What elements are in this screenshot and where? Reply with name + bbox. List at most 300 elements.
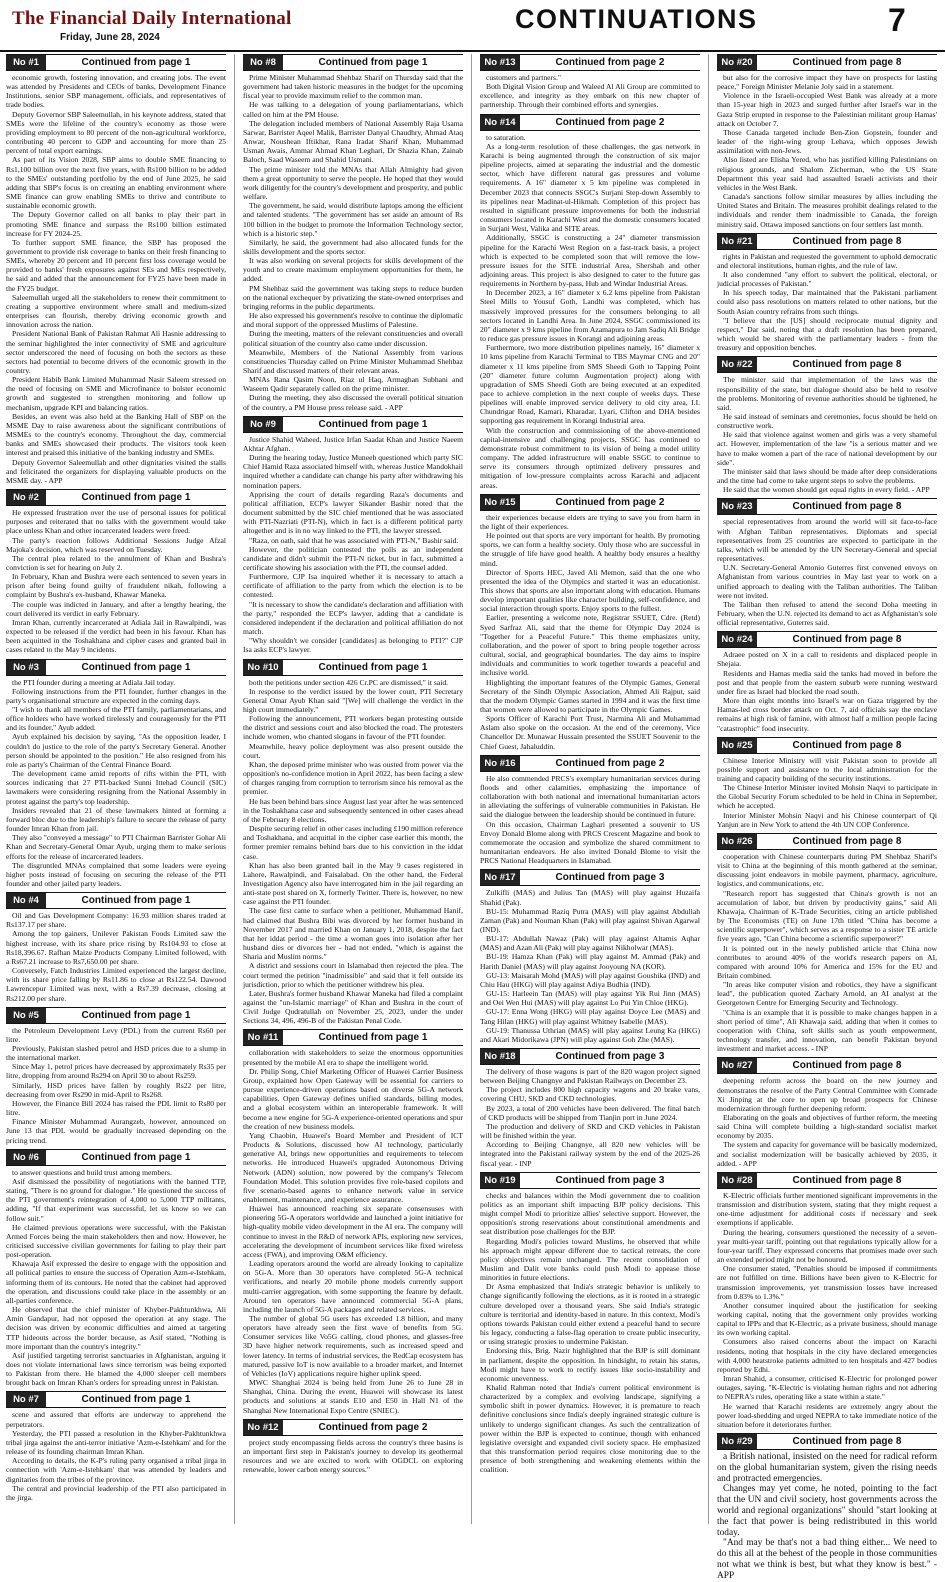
article-paragraph: They also "conveyed a message" to PTI Chairman Barrister Gohar Ali Khan and Secretary-General Omar Ayub, urging them to make serious efforts for the release of incarcerated leaders. bbox=[6, 833, 226, 861]
article-body bbox=[717, 1076, 937, 1168]
continuation-number-badge: No #23 bbox=[717, 499, 757, 514]
continuation-header bbox=[6, 1007, 226, 1024]
continued-from-label: Continued from page 1 bbox=[318, 661, 428, 673]
article-body bbox=[243, 73, 463, 412]
continuation-article bbox=[243, 1029, 463, 1414]
article-paragraph: Finance Minister Muhammad Aurangzeb, however, announced on June 13 that PDL would be gradually increased depending on the pricing trend. bbox=[6, 1117, 226, 1145]
article-paragraph: Dr. Philip Song, Chief Marketing Officer of Huawei Carrier Business Group, explained how Open Gateway will be essential for carriers to pursue experience-driven operations based on diverse 5G-A network capabilities. Open Gateway defines unified standards, billing modes, and a global ecosystem within an interoperable framework. It will become a new engine for 5G-A experience-oriented operations and spur the creation of new business models. bbox=[243, 1066, 463, 1131]
article-paragraph: In February, Khan and Bushra were each sentenced to seven years in prison after being found guilty of fraudulent nikah, following a complaint by Bushra's ex-husband, Khawar Maneka. bbox=[6, 572, 226, 600]
article-paragraph: Khawaja Asif expressed the desire to engage with the opposition and all political parties to ensure the success of Operation Azm-e-Istehkam, informing them of its contours. He noted that the cabinet had approved the operation, and discussions could take place in the assembly or an all-parties conference. bbox=[6, 1259, 226, 1305]
article-body bbox=[717, 517, 937, 627]
continuation-header bbox=[717, 498, 937, 515]
article-paragraph: Following the announcement, PTI workers began protesting outside the district and sessions court and also blocked the road. The protesters include women, who chanted slogans in favour of the PTI founder. bbox=[243, 714, 463, 742]
article-paragraph: In December 2023, a 16" diameter x 6.2 kms pipeline from Pakistan Steel Mills to Yousuf Goth, Landhi was completed, which has massively improved pressures for the consumers belonging to all sectors located in Landhi Area. In June 2024, SSGC commissioned its 20" diameter x 9 kms pipeline from Azamapura to Jam Sadiq Ali Bridge to reduce gas pressure issues in Korangi and adjoining areas. bbox=[480, 288, 700, 344]
article-paragraph: Interior Minister Mohsin Naqvi and his Chinese counterpart of Qi Yanjun are in New York to attend the 4th UN COP Conference. bbox=[717, 810, 937, 829]
article-paragraph: The delegation included members of National Assembly Raja Usama Sarwar, Barrister Aqeel Malik, Barrister Danyal Chaudhry, Ahmad Ataq Anwar, Noushean Iftikhar, Rana Iradat Sharif Khan, Muhammad Usman Awais, Ammar Ahmad Khan Leghari, Dr Shazia Khan, Zainab Baloch, Saad Waseem and Shahid Usmani. bbox=[243, 118, 463, 165]
article-paragraph: the PTI founder during a meeting at Adiala Jail today. bbox=[12, 677, 176, 687]
article-paragraph: Despite securing relief in other cases including £190 million reference and Toshakhana, and acquittal in the cipher case earlier this month, the former premier remains behind bars due to his conviction in the iddat case. bbox=[243, 824, 463, 861]
continued-from-label: Continued from page 8 bbox=[792, 359, 902, 371]
article-body bbox=[717, 1191, 937, 1429]
article-paragraph: special representatives from around the world will sit face-to-face with Afghan Taliban representatives. Diplomats and special representatives from 25 countries are expected to participate in the talks, which will be attended by the UN Secretary-General and special representatives. bbox=[717, 517, 937, 564]
article-paragraph: Leading operators around the world are already looking to capitalize on 5G-A. More than 30 operators have completed 5G-A technical verifications, and nearly 20 mobile phone models currently support multi-carrier aggregation, with some supporting the feature by default. Around ten operators have announced commercial 5G-A plans, including the launch of 5G-A packages and related services. bbox=[243, 1259, 463, 1314]
masthead bbox=[0, 0, 945, 52]
article-paragraph: "Why shouldn't we consider [candidates] as belonging to PTI?" CJP Isa asks ECP's lawyer. bbox=[243, 636, 463, 655]
article-paragraph: to answer questions and build trust among members. bbox=[12, 1167, 172, 1177]
article-paragraph: MWC Shanghai 2024 is being held from June 26 to June 28 in Shanghai, China. During the event, Huawei will showcase its latest products and solutions at stands E10 and E50 in Hall N1 of the Shanghai New International Expo Centre (SNIEC). bbox=[243, 1378, 463, 1415]
article-body bbox=[480, 1191, 700, 1475]
article-paragraph: Among the top gainers, Unilever Pakistan Foods Limited saw the highest increase, with its share price rising by Rs104.93 to close at Rs18,396.67. Rafhan Maize Products Company Limited followed, with a Rs67.21 increase to Rs7,650.00 per share. bbox=[6, 929, 226, 966]
article-paragraph: GU-15: Harleein Tan (MAS) will play against Yik Rui Jinn (MAS) and Oei Wen Hui (MAS) will play against Lo Pui Yin Chloe (HKG). bbox=[480, 989, 700, 1008]
article-paragraph: but also for the corrosive impact they have on prospects for lasting peace," Foreign Minister Melanie Joly said in a statement. bbox=[717, 73, 937, 92]
article-paragraph: "China is an example that it is possible to make changes happen in a short period of time", Ali Khawaja said, adding that when it comes to cooperation with China, soft skills such as youth empowerment, technology transfer, and innovation, can benefit Pakistan beyond investment and market access. - INP bbox=[717, 1007, 937, 1054]
article-paragraph: their experiences because elders are trying to save you from harm in the light of their experiences. bbox=[480, 512, 700, 531]
article-paragraph: President National Bank of Pakistan Rahmat Ali Hasnie addressing to the seminar highlighted the inter connectivity of SME and agriculture sector underscored the need of focusing on both the sectors as these sectors had potential to become drivers of the economic growth in the country. bbox=[6, 329, 226, 375]
article-paragraph: Imran Shahid, a consumer, criticised K-Electric for prolonged power outages, saying, "K-Electric is violating human rights and not adhering to NEPRA's rules, operating like a state within a state." bbox=[717, 1374, 937, 1402]
article-paragraph: Previously, Pakistan slashed petrol and HSD prices due to a slump in the international market. bbox=[6, 1044, 226, 1063]
continuation-article bbox=[717, 833, 937, 1053]
article-paragraph: PM Shehbaz said the government was taking steps to reduce burden on the national exchequer by privatizing the state-owned enterprises and bringing reforms in the public departments. bbox=[243, 283, 463, 311]
article-paragraph: According to details, the K-P's ruling party organised a tribal jirga in connection with 'Azm-e-Istehkam' that was attended by leaders and dignitaries from the tribes of the province. bbox=[6, 1456, 226, 1484]
article-paragraph: Prime Minister Muhammad Shehbaz Sharif on Thursday said that the government had taken historic measures in the budget for the upcoming fiscal year to provide maximum relief to the common man. bbox=[243, 73, 463, 101]
article-paragraph: In his speech today, Dar maintained that the Pakistani parliament could also pass resolutions on matters related to other nations, but the South Asian country refrains from such things. bbox=[717, 288, 937, 316]
continuation-number-badge: No #26 bbox=[717, 834, 757, 849]
continuation-header bbox=[6, 892, 226, 909]
continued-from-label: Continued from page 8 bbox=[792, 501, 902, 513]
continued-from-label: Continued from page 1 bbox=[81, 492, 191, 504]
article-paragraph: Similarly, he said, the government had also allocated funds for the skills development and the sports sector. bbox=[243, 237, 463, 256]
article-body bbox=[717, 73, 937, 229]
article-paragraph: With the construction and commissioning of the above-mentioned capital-intensive and challenging projects, SSGC has continued to demonstrate robust commitment to its vision of being a model utility company. The added infrastructure will enable SSGC to continue to serve its consumers through optimized delivery pressures and mitigation of low-pressure complaints across Karachi and adjacent areas. bbox=[480, 425, 700, 490]
continued-from-label: Continued from page 1 bbox=[318, 57, 428, 68]
article-paragraph: However, the politician contested the polls as an independent candidate and didn't submit the PTI-N ticket, but in fact, submitted a certificate showing his association with the PTI, the counsel added. bbox=[243, 544, 463, 572]
continuation-header bbox=[717, 1433, 937, 1450]
article-paragraph: "Raza, on oath, said that he was associated with PTI-N," Bashir said. bbox=[249, 535, 459, 545]
article-paragraph: Asif dismissed the possibility of negotiations with the banned TTP, stating, "There is no ground for dialogue." He questioned the success of the PTI government's reintegration of 4,000 to 5,000 TTP militants, adding, "If that experiment was successful, let us know so we can follow suit." bbox=[6, 1176, 226, 1223]
article-paragraph: The number of global 5G users has exceeded 1.8 billion, and many operators have already seen the first wave of benefits from 5G. Consumer services like Vo5G calling, cloud phones, and glasses-free 3D have higher network requirements, such as increased speed and lower latency. In terms of industrial services, the RedCap ecosystem has matured, passive IoT is now available to a broader market, and Internet of Vehicles (IoV) applications require higher uplink speed. bbox=[243, 1314, 463, 1378]
continued-from-label: Continued from page 3 bbox=[555, 872, 665, 884]
continuation-header bbox=[6, 1149, 226, 1166]
article-paragraph: During the hearing today, Justice Muneeb questioned which party SIC Chief Hamid Raza associated himself with, whereas Justice Mandokhail inquired whether a candidate can change his party after withdrawing his nomination papers. bbox=[243, 453, 463, 490]
column-2 bbox=[243, 54, 463, 1524]
article-paragraph: BU-19: Hamza Khan (Pak) will play against M. Ammad (Pak) and Harith Daniel (MAS) will play against Jooyoung NA (KOR). bbox=[480, 952, 700, 971]
article-paragraph: collaboration with stakeholders to seize the enormous opportunities presented by the mobile AI era to shape the intelligent world. bbox=[243, 1048, 463, 1067]
column-4 bbox=[717, 54, 938, 1581]
article-body bbox=[717, 252, 937, 353]
continuation-article bbox=[6, 892, 226, 1003]
continued-from-label: Continued from page 1 bbox=[81, 895, 191, 907]
article-paragraph: The government, he said, would distribute laptops among the efficient and talented students. "The government has set aside an amount of Rs 100 billion in the budget to promote the Information Technology sector, which is a historic step." bbox=[243, 201, 463, 238]
continuation-article bbox=[717, 233, 937, 353]
continuation-article bbox=[243, 1419, 463, 1475]
article-paragraph: Khan has also been granted bail in the May 9 cases registered in Lahore, Rawalpindi, and Faisalabad. On the other hand, the Federal Investigation Agency also have interrogated him in the jail regarding an anti-state post shared on X, formerly Twitter. There is, however, no new case against the PTI founder. bbox=[243, 860, 463, 907]
article-body bbox=[6, 911, 226, 1003]
article-paragraph: The system and capacity for governance will be basically modernized, and socialist modernization will be basically achieved by 2035, it added. - APP bbox=[717, 1140, 937, 1168]
continuation-header bbox=[717, 631, 937, 648]
article-paragraph: GU-13: Maisarah Mohd (MAS) will play against Goushika (IND) and Chiu Hau (HKG) will play against Adiya Budhia (IND). bbox=[480, 970, 700, 989]
article-paragraph: "Research report has suggested that China's growth is not an accumulation of labor, but driven by productivity gains," said Ali Khawaja, Chairman of K-Trade Securities, citing an article published by The Economists (TE) on June 17th titled "China has become a scientific superpower", which serves as a response to a sister TE article five years ago, "Can China become a scientific superpower?" bbox=[717, 888, 937, 944]
article-paragraph: GU-17: Enna Wong (HKG) will play against Doyce Lee (MAS) and Tang Hilan (HKG) will play against Whitney Isabelle (MAS). bbox=[480, 1007, 700, 1026]
article-paragraph: It was also working on several projects for skills development of the youth and to create maximum employment opportunities for them, he added. bbox=[243, 256, 463, 284]
article-paragraph: The production and delivery of SKD and CKD vehicles in Pakistan will be finished within the year. bbox=[480, 1121, 700, 1141]
continuation-article bbox=[6, 54, 226, 485]
article-paragraph: BU-17: Abdullah Nawaz (Pak) will play against Altamis Aqhar (MAS) and Azan Ali (Pak) will play against Nikholwar (MAS). bbox=[480, 934, 700, 953]
continuation-article bbox=[717, 737, 937, 829]
continuation-header bbox=[6, 489, 226, 506]
article-paragraph: deepening reform across the board on the new journey and demonstrates the resolve of the Party Central Committee with Comrade Xi Jinping at the core to open up broad prospects for Chinese modernization through further deepening reform. bbox=[717, 1076, 937, 1113]
continuation-number-badge: No #14 bbox=[480, 115, 520, 130]
article-paragraph: As a long-term resolution of these challenges, the gas network in Karachi is being augmented through the construction of six major pipeline projects, aimed at separating the industrial and the domestic sector, which have different natural gas pressures and volume requirements. A 16" diameter x 5 km pipeline was completed in December 2023 that connects SSGC's Surjani Step-down Assembly to its pipelines near Madinat-ul-Hikmah. Completion of this project has resulted in significant pressure improvements for both the industrial consumers located in Karachi West and the domestic consumers located in Surjani West, Valika and SITE areas. bbox=[480, 141, 700, 234]
continuation-header bbox=[480, 54, 700, 71]
continued-from-label: Continued from page 2 bbox=[555, 757, 665, 769]
continuation-header bbox=[243, 1029, 463, 1046]
continuation-number-badge: No #17 bbox=[480, 870, 520, 885]
article-body bbox=[717, 1452, 937, 1582]
article-paragraph: Dr Asma emphasized that India's strategic behavior is unlikely to change significantly following the elections, as it is rooted in a strategic culture developed over a thousand years. She said India's strategic culture is territorial and identity-based in nature. In this context, Modi's options towards Pakistan could either extend a peaceful hand to secure his legacy, conducting a false-flag operation to create public insecurity, or using strategic proxies to undermine Pakistan. bbox=[480, 1282, 700, 1347]
article-paragraph: Deputy Governor SBP Saleemullah, in his keynote address, stated that SMEs were the lifeline of the country's economy as those were providing employment to 80 percent of the non-agricultural workforce, contributing 40 percent to GDP and accounting for more than 25 percent of total export earnings. bbox=[6, 109, 226, 156]
article-paragraph: Besides, an event was also held at the Banking Hall of SBP on the MSME Day to raise awareness about the significant contributions of MSMEs to the country's economy. Throughout the day, commercial banks and SMEs showcased their products. The visitors took keen interest and praised this initiative of the banking industry and SMEs. bbox=[6, 411, 226, 458]
article-body bbox=[717, 375, 937, 494]
article-paragraph: Consumers also raised concerns about the impact on Karachi residents, noting that hospitals in the city have declared emergencies with 4,000 heatstroke patients admitted to ten hospitals and 427 bodies reported by Edhi. bbox=[717, 1337, 937, 1374]
continuation-header bbox=[717, 233, 937, 250]
continuation-header bbox=[480, 1172, 700, 1189]
continued-from-label: Continued from page 2 bbox=[555, 57, 665, 68]
article-paragraph: By 2023, a total of 200 vehicles have been delivered. The final batch of CKD products will be shipped from Tianjin port in June 2024. bbox=[480, 1103, 700, 1122]
article-paragraph: Elaborating on the goals and objectives of further reform, the meeting said China will complete building a high-standard socialist market economy by 2035. bbox=[717, 1113, 937, 1141]
continuation-article bbox=[6, 659, 226, 889]
article-paragraph: Meanwhile, Members of the National Assembly from various constituencies Thursday called on Prime Minister Muhammad Shehbaz Sharif and discussed matters of their relevant areas. bbox=[243, 347, 463, 375]
continued-from-label: Continued from page 3 bbox=[555, 1051, 665, 1062]
continued-from-label: Continued from page 8 bbox=[792, 634, 902, 646]
continued-from-label: Continued from page 8 bbox=[792, 739, 902, 751]
article-paragraph: However, the Finance Bill 2024 has raised the PDL limit to Rs80 per litre. bbox=[6, 1098, 226, 1118]
article-paragraph: Director of Sports HEC, Javed Ali Memon, said that the one who presented the idea of the Olympics and started it was an educationist. This shows that sports are also important along with education. Humans develop important qualities like character building, self-confidence, and social interaction through sports. Enjoy sports to the fullest. bbox=[480, 567, 700, 614]
continuation-number-badge: No #24 bbox=[717, 632, 757, 647]
article-paragraph: Additionally, SSGC is constructing a 24" diameter transmission pipeline for the Karachi West Region on a fast-track basis, a project which is expected to be completed soon that will remove the low-pressure issues for the SITE industrial Area, Shershah and other adjoining areas. This project is also designed to cater to the future gas requirements in Northern by-pass, Hub and Windar Industrial Areas. bbox=[480, 233, 700, 289]
continuation-header bbox=[717, 54, 937, 71]
continuation-number-badge: No #15 bbox=[480, 495, 520, 510]
article-paragraph: The central plea related to the annulment of Khan and Bushra's conviction is set for hearing on July 2. bbox=[6, 553, 226, 572]
continuation-article bbox=[480, 54, 700, 110]
article-paragraph: "In areas like computer vision and robotics, they have a significant lead", the publication quoted Zachary Arnold, an AI analyst at the Georgetown Centre for Emerging Security and Technology. bbox=[717, 980, 937, 1008]
continued-from-label: Continued from page 1 bbox=[318, 1032, 428, 1044]
continued-from-label: Continued from page 8 bbox=[792, 235, 902, 247]
continuation-header bbox=[480, 494, 700, 511]
article-paragraph: He also commended PRCS's exemplary humanitarian services during floods and other calamities, emphasizing the importance of collaboration with both national and international humanitarian actors in alleviating the sufferings of vulnerable communities in Pakistan. He said the dialogue between the leadership should be continued in future. bbox=[480, 773, 700, 820]
article-paragraph: The Chinese Interior Minister invited Mohsin Naqvi to participate in the Global Security Forum scheduled to be held in China in September, which he accepted. bbox=[717, 783, 937, 811]
continuation-number-badge: No #7 bbox=[6, 1392, 46, 1407]
continuation-number-badge: No #3 bbox=[6, 660, 46, 675]
article-paragraph: Also listed are Elisha Yered, who has justified killing Palestinians on religious grounds, and Shalom Zicherman, who the US State Department this year said had assaulted Israeli activists and their vehicles in the West Bank. bbox=[717, 155, 937, 192]
continuation-number-badge: No #11 bbox=[243, 1030, 283, 1045]
article-body bbox=[6, 73, 226, 485]
continuation-article bbox=[6, 1391, 226, 1502]
article-paragraph: The case first came to surface when a petitioner, Muhammad Hanif, had claimed that Bushra Bibi was divorced by her former husband in November 2017 and married Khan on January 1, 2018, despite the fact that her iddat period - the time a woman goes into isolation after her husband dies or divorces her - had not ended, "which is against the Sharia and Muslim norms." bbox=[243, 906, 463, 962]
article-paragraph: He observed that the chief minister of Khyber-Pakhtunkhwa, Ali Amin Gandapur, had not opposed the operation at any stage. The decision was driven by economic difficulties and aimed at targeting TTP hideouts across the border because, as Asif stated, "Nothing is more important than the country's integrity." bbox=[6, 1305, 226, 1351]
article-paragraph: Violence in the Israeli-occupied West Bank was already at a more than 15-year high in 2023 and surged further after Israel's war in the Gaza Strip erupted in response to the Palestinian militant group Hamas' attack on October 7. bbox=[717, 91, 937, 128]
continuation-header bbox=[480, 114, 700, 131]
article-paragraph: Sports Officer of Karachi Port Trust, Narmina Ali and Muhammad Aslam also spoke on the occasion. At the end of the ceremony, Vice Chancellor Dr. Munawar Hussain presented the SSUET Souvenir to the Chief Guest, Jahaluddin. bbox=[480, 714, 700, 751]
continuation-number-badge: No #4 bbox=[6, 893, 46, 908]
article-paragraph: economic growth, fostering innovation, and creating jobs. The event was attended by Presidents and CEOs of banks, Development Finance Institutions, senior SBP management, officials, and representatives of trade bodies. bbox=[6, 73, 226, 110]
article-paragraph: to saturation. bbox=[486, 132, 526, 142]
article-paragraph: K-Electric officials further mentioned significant improvements in the transmission and distribution system, stating that they might request a one-time adjustment for additional costs if necessary and seek exemptions if applicable. bbox=[717, 1190, 937, 1228]
article-paragraph: To further support SME finance, the SBP has proposed the government to provide risk coverage to banks on their fresh financing to SMEs, whereby 20 percent and 10 percent first loss coverage would be provided to banks' fresh exposures against SEs and MEs respectively, he said and added that the announcement for FY25 have been made in the FY25 budget. bbox=[6, 237, 226, 293]
continued-from-label: Continued from page 1 bbox=[81, 1151, 191, 1163]
continuation-article bbox=[480, 755, 700, 866]
article-paragraph: The central and provincial leadership of the PTI also participated in the jirga. bbox=[6, 1483, 226, 1502]
continuation-article bbox=[717, 54, 937, 229]
continuation-number-badge: No #18 bbox=[480, 1049, 520, 1064]
continued-from-label: Continued from page 8 bbox=[792, 57, 902, 68]
continuation-header bbox=[6, 1391, 226, 1408]
article-body bbox=[717, 756, 937, 829]
article-paragraph: During the hearing, consumers questioned the necessity of a seven-year multi-year tariff, pointing out that regulations typically allow for a four-year tariff. They expressed concerns that promises made over such an extended period might not be honoured. bbox=[717, 1227, 937, 1265]
article-paragraph: project study encompassing fields across the country's three basins is an important first step in Pakistan's journey to develop its geothermal resources and we are excited to work with OGDCL on exploring renewable, lower carbon energy sources." bbox=[243, 1437, 463, 1475]
article-paragraph: The prime minister told the MNAs that Allah Almighty had given them a great opportunity to serve the people. He hoped that they would work diligently for the country's development and prosperity, and public welfare. bbox=[243, 164, 463, 202]
continuation-number-badge: No #10 bbox=[243, 660, 283, 675]
article-paragraph: According to Beijing Changnye, all 820 new vehicles will be integrated into the Pakistani railway system by the end of the 2025-26 fiscal year. - INP bbox=[480, 1140, 700, 1168]
continuation-number-badge: No #28 bbox=[717, 1173, 757, 1188]
article-paragraph: On this occasion, Chairman Laghari presented a souvenir to US Envoy Donald Blome along with PRCS Crescent Magazine and book to commemorate the occasion and symbolize the shared commitment to humanitarian endeavors. He also invited Donald Blome to visit the PRCS National Headquarters in Islamabad. bbox=[480, 819, 700, 866]
continuation-article bbox=[717, 356, 937, 494]
continuation-header bbox=[243, 659, 463, 676]
article-paragraph: Following instructions from the PTI founder, further changes in the party's organisational structure are expected in the coming days. bbox=[6, 686, 226, 705]
continuation-number-badge: No #29 bbox=[717, 1434, 757, 1449]
article-body bbox=[717, 852, 937, 1053]
article-paragraph: Canada's sanctions follow similar measures by allies including the United States and Britain. The measures prohibit dealings related to the individuals and render them inadmissible to Canada, the foreign ministry said. Ottawa imposed sanctions on four settlers last month. bbox=[717, 192, 937, 229]
article-paragraph: Yesterday, the PTI passed a resolution in the Khyber-Pakhtunkhwa tribal jirga against the anti-terror initiative 'Azm-e-Istehkam' and for the release of its founding chairman Imran Khan. bbox=[6, 1428, 226, 1457]
continuation-article bbox=[480, 869, 700, 1044]
continuation-article bbox=[480, 494, 700, 751]
article-paragraph: The disgruntled MNAs complained that some leaders were eyeing higher posts instead of focusing on securing the release of the PTI founder and other jailed party leaders. bbox=[6, 860, 226, 888]
continued-from-label: Continued from page 3 bbox=[555, 1174, 665, 1186]
article-paragraph: Since May 1, petrol prices have decreased by approximately Rs35 per litre, dropping from around Rs294 on April 30 to about Rs259. bbox=[6, 1062, 226, 1081]
article-paragraph: Highlighting the important features of the Olympic Games, General Secretary of the Sindh Olympic Association, Ahmed Ali Rajput, said that the modern Olympic Games started in 1994 and it was the first time that women were allowed to participate in the Olympic Games. bbox=[480, 677, 700, 714]
continuation-number-badge: No #13 bbox=[480, 55, 520, 70]
article-paragraph: He said that violence against women and girls was a very shameful act. However, implementation of the law "is a serious matter and we have to make women a part of the race of national development by our side". bbox=[717, 430, 937, 467]
article-paragraph: Residents and Hamas media said the tanks had moved in before the post and that people from the eastern suburb were running westward under fire as Israel had blocked the road south. bbox=[717, 668, 937, 696]
article-body bbox=[480, 73, 700, 110]
article-body bbox=[6, 508, 226, 655]
article-paragraph: U.N. Secretary-General Antonio Guterres first convened envoys on Afghanistan from various countries in May last year to work on a unified approach to dealing with the Taliban authorities. The Taliban were not invited. bbox=[717, 563, 937, 600]
article-paragraph: Chinese Interior Ministry will visit Pakistan soon to provide all possible support and assistance to the local administration for the training and capacity building of the security institutions. bbox=[717, 755, 937, 783]
article-paragraph: Imran Khan, currently incarcerated at Adiala Jail in Rawalpindi, was expected to be released if the verdict had been in his favour. Khan has been acquitted in the Toshakhana and cipher cases and granted bail in cases related to the May 9 incidents. bbox=[6, 617, 226, 655]
article-paragraph: both the petitions under section 426 Cr.PC are dismissed," it said. bbox=[249, 677, 449, 687]
continuation-header bbox=[480, 1048, 700, 1065]
article-body bbox=[480, 888, 700, 1044]
article-paragraph: President Habib Bank Limited Muhammad Nasir Saleem stressed on the need of focusing on SME and Microfinance to bolster economic growth and suggested to strengthen monitoring and follow up mechanism, upgrade KPI and balancing ratios. bbox=[6, 375, 226, 412]
section-title: CONTINUATIONS bbox=[515, 4, 758, 34]
article-paragraph: He also expressed his government's resolve to continue the diplomatic and moral support of the oppressed Muslims of Palestine. bbox=[243, 311, 463, 330]
continuation-header bbox=[717, 356, 937, 373]
continuation-number-badge: No #6 bbox=[6, 1150, 46, 1165]
continuation-article bbox=[717, 498, 937, 627]
page-number: 7 bbox=[888, 2, 906, 38]
article-paragraph: Later, Bushra's former husband Khawar Maneka had filed a complaint against the "un-Islamic marriage" of Khan and Bushra in the court of Civil Judge Qudratullah on November 25, 2023, under the under Sections 34, 496, 496-B of the Pakistan Penal Code. bbox=[243, 988, 463, 1026]
article-paragraph: Earlier, presenting a welcome note, Registrar SSUET, Cdre. (Retd) Syed Sarfraz Ali, said that the theme for Olympic Day 2024 is "Together for a Peaceful Future." This theme emphasizes unity, collaboration, and the power of sport to bring people together across cultural, social, and geographical boundaries. The day aims to inspire individuals and communities to work together towards a peaceful and inclusive world. bbox=[480, 613, 700, 678]
continuation-header bbox=[243, 54, 463, 71]
column-3 bbox=[480, 54, 700, 1524]
article-paragraph: rights in Pakistan and requested the government to uphold democratic and electoral institutions, human rights, and the rule of law. bbox=[717, 251, 937, 270]
article-columns bbox=[6, 54, 939, 1581]
article-paragraph: One consumer stated, "Penalties should be imposed if commitments are not fulfilled on time. Billions have been given to K-Electric for transmission improvements, yet transmission losses have increased from 0.83% to 1.3%." bbox=[717, 1264, 937, 1301]
article-paragraph: Endorsing this, Brig. Nazir highlighted that the BJP is still dominant in parliament, despite the opposition. In hindsight, to retain his status, Modi might have to work to rectify issues like socio-instability and economic unevenness. bbox=[480, 1346, 700, 1383]
column-rule bbox=[234, 54, 235, 1524]
article-paragraph: Saleemullah urged all the stakeholders to renew their commitment to creating a supportive environment where small and medium-sized enterprises can flourish, thereby driving economic growth and innovation across the nation. bbox=[6, 292, 226, 330]
continuation-number-badge: No #21 bbox=[717, 234, 757, 249]
article-paragraph: He claimed previous operations were successful, with the Pakistan Armed Forces being the main stakeholders then and now. However, he criticised successive civilian governments for failing to play their part post-operation. bbox=[6, 1222, 226, 1260]
article-paragraph: "I believe that the [US] should reciprocate mutual dignity and respect," Dar said, noting that a draft resolution has been prepared, which would be shared with the parliamentary leaders - from the treasury and opposition benches. bbox=[717, 315, 937, 353]
article-paragraph: Conversely, Fatch Industries Limited experienced the largest decline, with its share price falling by Rs11.86 to close at Rs122.54. Dawood Lawrencepur Limited was next, with a Rs7.39 decrease, closing at Rs212.00 per share. bbox=[6, 966, 226, 1003]
article-paragraph: scene and assured that efforts are underway to apprehend the perpetrators. bbox=[6, 1410, 226, 1429]
article-paragraph: In response to the verdict issued by the lower court, PTI Secretary General Omar Ayub Khan said "[We] will challenge the verdict in the high court immediately." bbox=[243, 686, 463, 714]
continuation-article bbox=[6, 1149, 226, 1388]
continuation-article bbox=[6, 489, 226, 655]
article-body bbox=[243, 678, 463, 1026]
continuation-header bbox=[6, 659, 226, 676]
article-body bbox=[480, 1067, 700, 1168]
article-paragraph: Apprising the court of details regarding Raza's documents and political affiliation, ECP's lawyer Sikander Bashir noted that the document submitted by the SIC chief mentioned that he was associated with PTI-Nazriati (PTI-N), which in fact is a different political party altogether and is in no way linked to the PTI, the lawyer stressed. bbox=[243, 489, 463, 536]
article-body bbox=[6, 1026, 226, 1145]
article-paragraph: Deputy Governor Saleemullah and other dignitaries visited the stalls and felicitated the organizers for displaying valuable products on the MSME day. - APP bbox=[6, 457, 226, 485]
continuation-header bbox=[6, 54, 226, 71]
continued-from-label: Continued from page 1 bbox=[81, 1394, 191, 1406]
article-body bbox=[243, 435, 463, 655]
article-body bbox=[6, 678, 226, 889]
continuation-header bbox=[480, 869, 700, 886]
article-paragraph: a British national, insisted on the need for radical reform on the global humanitarian system, given the rising needs and protracted emergencies. bbox=[717, 1452, 937, 1484]
continued-from-label: Continued from page 2 bbox=[555, 116, 665, 128]
continuation-article bbox=[717, 1433, 937, 1582]
article-body bbox=[717, 650, 937, 732]
article-paragraph: "It is necessary to show the candidate's declaration and affiliation with the party," responded the ECP's lawyer, adding that a candidate is considered independent if the declaration and political affiliation do not match. bbox=[243, 599, 463, 637]
continuation-number-badge: No #25 bbox=[717, 738, 757, 753]
article-paragraph: Changes may yet come, he noted, pointing to the fact that the UN and civil society, host governments across the world and regional organizations" should "start looking at the fact that power is being redistributed in this world today. bbox=[717, 1484, 937, 1538]
article-body bbox=[243, 1048, 463, 1414]
article-paragraph: Regarding Modi's policies toward Muslims, he observed that while his approach might appear different due to tactical retreats, the core policy objectives remain unchanged. The recent consolidation of Muslim and Dalit vote banks could push Modi to appease those minorities in future elections. bbox=[480, 1236, 700, 1283]
article-paragraph: The project includes 800 high capacity wagons and 20 brake vans, covering CHU, SKD and CKD technologies. bbox=[480, 1085, 700, 1104]
continuation-number-badge: No #27 bbox=[717, 1058, 757, 1073]
article-paragraph: The minister said that implementation of the laws was the responsibility of the state, but dialogue should also be held to resolve the problems. Monitoring of revenue authorities should be tightened, he said. bbox=[717, 375, 937, 412]
article-paragraph: He expressed frustration over the use of personal issues for political purposes and reiterated that no talks with the government would take place unless Khan and other incarcerated leaders were freed. bbox=[6, 508, 226, 536]
article-paragraph: Similarly, HSD prices have fallen by roughly Rs22 per litre, decreasing from over Rs290 in mid-April to Rs268. bbox=[6, 1080, 226, 1099]
article-paragraph: He said that the women should get equal rights in every field. - APP bbox=[723, 485, 930, 495]
article-paragraph: A district and sessions court in Islamabad then rejected the plea. The court termed the petition "inadmissible" and said that it fell outside its jurisdiction, prior to which the petitioner withdrew his plea. bbox=[243, 961, 463, 989]
article-paragraph: During the meeting, matters of the relevant constituencies and overall political situation of the country also came under discussion. bbox=[243, 329, 463, 348]
continuation-number-badge: No #2 bbox=[6, 490, 46, 505]
issue-date: Friday, June 28, 2024 bbox=[60, 32, 160, 43]
article-body bbox=[480, 774, 700, 866]
article-paragraph: The Taliban then refused to attend the second Doha meeting in February, when the U.N. rejected its demand to act as Afghanistan's sole official representative, Guterres said. bbox=[717, 599, 937, 628]
article-paragraph: He was talking to a delegation of young parliamentarians, which called on him at the PM House. bbox=[243, 100, 463, 119]
article-paragraph: The couple was indicted in January, and after a lengthy hearing, the court delivered its verdict in early February. bbox=[6, 599, 226, 618]
article-paragraph: cooperation with Chinese counterparts during PM Shehbaz Sharif's visit to China at the beginning of this month gathered at the seminar, discussing joint endeavors in mobile payment, pharmacy, agriculture, logistics, and communications, etc. bbox=[717, 851, 937, 889]
article-paragraph: Both Digital Vision Group and Waleed Al Ali Group are committed to excellence, and integrity as they embark on this new chapter of partnership. Through their combined efforts and synergies. bbox=[480, 82, 700, 110]
continuation-header bbox=[717, 1172, 937, 1189]
continuation-header bbox=[243, 1419, 463, 1436]
continuation-number-badge: No #5 bbox=[6, 1008, 46, 1023]
article-paragraph: Zulkifli (MAS) and Julius Tan (MAS) will play against Huzaifa Shahid (Pak). bbox=[480, 888, 700, 907]
continued-from-label: Continued from page 1 bbox=[81, 57, 191, 68]
article-paragraph: It is pointed out in the newly published article that China now contributes to around 40% of the world's research papers on AI, compared with around 10% for America and 15% for the EU and Britain combined. bbox=[717, 943, 937, 980]
article-paragraph: The Deputy Governor called on all banks to play their part in promoting SME finance and surpass the Rs100 billion estimated increase for FY 2024-25. bbox=[6, 210, 226, 238]
article-paragraph: Justice Shahid Waheed, Justice Irfan Saadat Khan and Justice Naeem Akhtar Afghan. bbox=[243, 434, 463, 453]
article-paragraph: Insiders revealed that 21 of these lawmakers hinted at forming a forward bloc due to the leadership's failure to secure the release of party founder Imran Khan from jail. bbox=[6, 805, 226, 834]
continuation-number-badge: No #22 bbox=[717, 357, 757, 372]
article-paragraph: checks and balances within the Modi government due to coalition politics as an important shift impacting BJP policy decisions. This might compel Modi to prioritize allies' selective support. However, the opposition's strong reservations about constitutional amendments and seat distribution pose challenges for the BJP. bbox=[480, 1190, 700, 1237]
continuation-article bbox=[717, 631, 937, 732]
article-paragraph: Another consumer inquired about the justification for seeking working capital, noting that the government only provides working capital to IPPs and that K-Electric, as a private business, should manage its own working capital. bbox=[717, 1300, 937, 1338]
article-paragraph: It also condemned "any effort to subvert the political, electoral, or judicial processes of Pakistan." bbox=[717, 269, 937, 289]
article-body bbox=[480, 513, 700, 751]
article-paragraph: Khalid Rahman noted that India's current political environment is characterized by a complex and evolving landscape, signifying a symbolic shift in power dynamics. However, it is premature to reach definitive conclusions since India's deeply ingrained strategic culture is unlikely to undergo significant changes. As such the centralization of power within the BJP is expected to continue, though with enhanced legislative oversight and expanded civil society space. He emphasized that this transformation period requires close monitoring due to the presence of both strengthening and weakening elements within the coalition. bbox=[480, 1383, 700, 1475]
article-paragraph: Adraee posted on X in a call to residents and displaced people in Shejaia. bbox=[717, 650, 937, 669]
article-paragraph: GU-19: Thanussa Uthrian (MAS) will play against Leung Ka (HKG) and Akari Midorikawa (JPN) will play against Goh Zhe (MAS). bbox=[480, 1025, 700, 1044]
continuation-article bbox=[6, 1007, 226, 1145]
article-paragraph: Asif justified targeting terrorist sanctuaries in Afghanistan, arguing it does not violate international laws since terrorism was being exported to Pakistan from there. He blamed the 4,000 sleeper cell members brought back on Imran Khan's orders for spreading unrest in Pakistan. bbox=[6, 1350, 226, 1388]
continued-from-label: Continued from page 2 bbox=[318, 1421, 428, 1433]
article-paragraph: The delivery of those wagons is part of the 820 wagon project signed between Beijing Changnye and Pakistan Railways on December 23. bbox=[480, 1067, 700, 1086]
continuation-header bbox=[717, 833, 937, 850]
column-1 bbox=[6, 54, 226, 1524]
continuation-article bbox=[243, 54, 463, 412]
continuation-header bbox=[243, 416, 463, 433]
article-body bbox=[6, 1168, 226, 1388]
continuation-article bbox=[480, 114, 700, 490]
article-paragraph: He warned that Karachi residents are extremely angry about the power load-shedding and urged NEPRA to take immediate notice of the situation before it deteriorates further. bbox=[717, 1401, 937, 1429]
article-paragraph: BU-15: Muhammad Raziq Putra (MAS) will play against Abdullah Zaman (Pak) and Nouman Khan (Pak) will play against Shivan Agarwal (IND). bbox=[480, 906, 700, 934]
article-paragraph: Furthermore, two more distribution pipelines namely, 16" diameter x 10 kms pipeline from Karachi Terminal to TBS Maymar CNG and 20" diameter x 11 kms pipeline from SMS Sheedi Goth to Tapping Point (20" diameter future column Augmentation project) along with upgradation of SMS Sheedi Goth are being executed at an expedited pace to achieve completion in the next couple of weeks days. These pipelines will enable improved service delivery to old city area, I.I. Chundrigar Road, Kamari, Kharadar, Lyari, Clifton and DHA besides supporting gas requirement in Korangi Industrial area. bbox=[480, 343, 700, 426]
column-rule bbox=[708, 54, 709, 1524]
article-paragraph: "I wish to thank all members of the PTI family, parliamentarians, and office holders who have worked tirelessly and courageously for the PTI and its founder," Ayub added. bbox=[6, 705, 226, 733]
continuation-article bbox=[480, 1172, 700, 1475]
article-body bbox=[480, 133, 700, 490]
article-paragraph: Khan, the deposed prime minister who was ousted from power via the opposition's no-confidence motion in April 2022, has been facing a slew of charges ranging from corruption to terrorism since his removal as the premier. bbox=[243, 759, 463, 797]
article-paragraph: The minister said that laws should be made after deep considerations and the time had come to take urgent steps to solve the problems. bbox=[717, 466, 937, 486]
continuation-article bbox=[717, 1172, 937, 1429]
article-paragraph: Furthermore, CJP Isa inquired whether it is necessary to attach a certificate of affiliation to the party from which the election is to be contested. bbox=[243, 572, 463, 600]
continued-from-label: Continued from page 2 bbox=[555, 496, 665, 508]
article-paragraph: Huawei has announced reaching six separate consensuses with pioneering 5G-A operators worldwide and launched a joint initiative for high-quality mobile video development in the AI era. The company will continue to invest in the R&D of network APIs, exploring new services, accelerating the development of incumbent services like fixed wireless access (FWA), and improving O&M efficiency. bbox=[243, 1204, 463, 1259]
continuation-header bbox=[717, 1057, 937, 1074]
continuation-number-badge: No #1 bbox=[6, 55, 46, 70]
article-paragraph: The party's reaction follows Additional Sessions Judge Afzal Majoka's decision, which was reserved on Tuesday. bbox=[6, 535, 226, 554]
article-paragraph: Meanwhile, heavy police deployment was also present outside the court. bbox=[243, 741, 463, 760]
article-paragraph: "And may be that's not a bad thing either... We need to do this all at the behest of the people in those communities not what we think is best, but what they know is best." - APP bbox=[717, 1538, 938, 1581]
article-paragraph: During the meeting, they also discussed the overall political situation of the country, a PM House press release said. - APP bbox=[243, 393, 463, 412]
article-paragraph: Yang Chaobin, Huawei's Board Member and President of ICT Products & Solutions, discussed how AI technology, particularly generative AI, brings new opportunities and requirements to telecom networks. He introduced Huawei's upgraded Autonomous Driving Network (ADN) solution, now powered by the company's Telecom Foundation Model. This solution provides five role-based copilots and five scenario-based agents to enhance network value in service enablement, maintenance, and experience assurance. bbox=[243, 1130, 463, 1204]
article-paragraph: the Petroleum Development Levy (PDL) from the current Rs60 per litre. bbox=[6, 1025, 226, 1044]
continued-from-label: Continued from page 1 bbox=[318, 418, 428, 430]
article-paragraph: As part of its Vision 2028, SBP aims to double SME financing to Rs1,100 billion over the next five years, with Rs100 billion to be added to the SMEs' outstanding portfolio by the end of June 2025, he said adding that SBP's focus is on creating an enabling environment where SME finance can grow enabling SMEs to thrive and contribute to sustainable economic growth. bbox=[6, 155, 226, 211]
column-rule bbox=[471, 54, 472, 1524]
continuation-number-badge: No #9 bbox=[243, 417, 283, 432]
continuation-article bbox=[243, 659, 463, 1026]
continuation-article bbox=[480, 1048, 700, 1168]
continued-from-label: Continued from page 8 bbox=[792, 1060, 902, 1072]
article-paragraph: More than eight months into Israel's war on Gaza triggered by the Hamas-led cross border attack on Oct. 7, aid officials say the enclave remains at high risk of famine, with almost half a million people facing "catastrophic" food insecurity. bbox=[717, 696, 937, 733]
continued-from-label: Continued from page 8 bbox=[792, 1174, 902, 1186]
continued-from-label: Continued from page 8 bbox=[792, 1436, 902, 1447]
continuation-number-badge: No #19 bbox=[480, 1173, 520, 1188]
continuation-article bbox=[243, 416, 463, 655]
article-paragraph: He said instead of seminars and ceremonies, focus should be held on constructive work. bbox=[717, 412, 937, 431]
article-body bbox=[6, 1410, 226, 1502]
continuation-header bbox=[717, 737, 937, 754]
continuation-article bbox=[717, 1057, 937, 1168]
continued-from-label: Continued from page 1 bbox=[81, 1009, 191, 1021]
continuation-number-badge: No #20 bbox=[717, 55, 757, 70]
